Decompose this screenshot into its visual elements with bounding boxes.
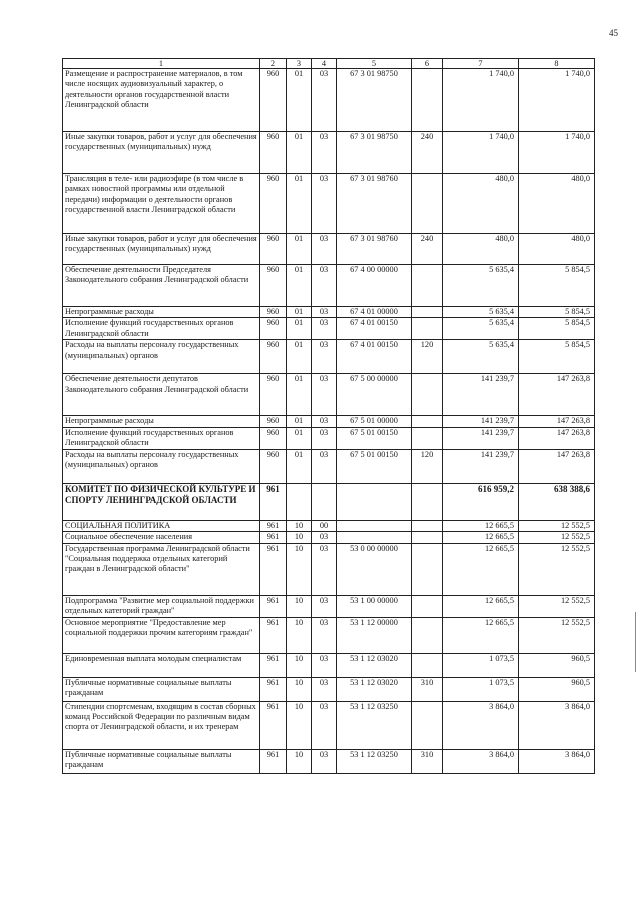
header-cell: 6	[412, 59, 443, 69]
table-row	[63, 653, 595, 677]
row-name: Социальное обеспечение населения	[63, 532, 260, 543]
row-name: Иные закупки товаров, работ и услуг для обеспечения государственных (муниципальных) нужд	[63, 234, 260, 265]
header-cell: 4	[312, 59, 337, 69]
cell-target-article	[337, 532, 412, 543]
header-cell: 2	[260, 59, 287, 69]
cell-admin-code: 960	[260, 374, 287, 416]
cell-section: 10	[287, 701, 312, 749]
row-name: Обеспечение деятельности Председателя Законодательного собрания Ленинградской области	[63, 265, 260, 307]
cell-section: 01	[287, 374, 312, 416]
cell-expense-type	[412, 318, 443, 340]
table-row	[63, 427, 595, 449]
cell-subsection: 03	[312, 653, 337, 677]
cell-target-article: 67 5 01 00150	[337, 427, 412, 449]
row-name: КОМИТЕТ ПО ФИЗИЧЕСКОЙ КУЛЬТУРЕ И СПОРТУ ЛЕНИНГРАДСКОЙ ОБЛАСТИ	[63, 483, 260, 520]
cell-amount-year1: 141 239,7	[443, 449, 519, 483]
cell-subsection: 03	[312, 374, 337, 416]
cell-admin-code: 961	[260, 543, 287, 595]
row-name: Обеспечение деятельности депутатов Законодательного собрания Ленинградской области	[63, 374, 260, 416]
cell-expense-type	[412, 265, 443, 307]
cell-subsection: 03	[312, 174, 337, 234]
cell-amount-year1: 12 665,5	[443, 543, 519, 595]
cell-amount-year2: 3 864,0	[519, 749, 595, 773]
cell-section: 01	[287, 234, 312, 265]
cell-amount-year1: 5 635,4	[443, 265, 519, 307]
cell-subsection: 00	[312, 520, 337, 531]
table-row	[63, 483, 595, 520]
cell-amount-year2: 1 740,0	[519, 132, 595, 174]
cell-admin-code: 960	[260, 427, 287, 449]
cell-amount-year1: 12 665,5	[443, 520, 519, 531]
cell-subsection: 03	[312, 307, 337, 318]
cell-target-article: 53 1 12 00000	[337, 617, 412, 653]
page-number: 45	[609, 28, 618, 38]
table-row	[63, 520, 595, 531]
cell-admin-code: 960	[260, 318, 287, 340]
row-name: Публичные нормативные социальные выплаты гражданам	[63, 677, 260, 701]
row-name: Основное мероприятие "Предоставление мер социальной поддержки прочим категориям граждан"	[63, 617, 260, 653]
cell-admin-code: 961	[260, 532, 287, 543]
cell-subsection: 03	[312, 749, 337, 773]
cell-admin-code: 960	[260, 132, 287, 174]
cell-target-article: 53 0 00 00000	[337, 543, 412, 595]
cell-admin-code: 961	[260, 520, 287, 531]
cell-admin-code: 961	[260, 653, 287, 677]
table-row	[63, 595, 595, 617]
cell-amount-year1: 3 864,0	[443, 701, 519, 749]
cell-subsection	[312, 483, 337, 520]
table-row	[63, 749, 595, 773]
cell-section: 10	[287, 677, 312, 701]
cell-expense-type	[412, 416, 443, 427]
table-row	[63, 416, 595, 427]
table-row	[63, 449, 595, 483]
header-cell: 1	[63, 59, 260, 69]
cell-expense-type	[412, 307, 443, 318]
cell-section: 01	[287, 427, 312, 449]
cell-expense-type: 240	[412, 132, 443, 174]
cell-section: 01	[287, 132, 312, 174]
table-row	[63, 132, 595, 174]
table-row	[63, 340, 595, 374]
cell-admin-code: 961	[260, 483, 287, 520]
cell-admin-code: 961	[260, 595, 287, 617]
cell-amount-year1: 3 864,0	[443, 749, 519, 773]
row-name: Стипендии спортсменам, входящим в состав сборных команд Российской Федерации по различным видам спорта от Ленинградской области, и их тренерам	[63, 701, 260, 749]
cell-amount-year2: 5 854,5	[519, 318, 595, 340]
cell-target-article: 67 4 01 00000	[337, 307, 412, 318]
cell-amount-year2: 12 552,5	[519, 595, 595, 617]
cell-expense-type	[412, 543, 443, 595]
cell-amount-year1: 480,0	[443, 174, 519, 234]
cell-subsection: 03	[312, 318, 337, 340]
cell-section: 01	[287, 340, 312, 374]
cell-expense-type	[412, 483, 443, 520]
cell-admin-code: 960	[260, 265, 287, 307]
cell-amount-year1: 5 635,4	[443, 340, 519, 374]
cell-target-article: 67 4 01 00150	[337, 318, 412, 340]
table-row	[63, 69, 595, 132]
cell-section: 10	[287, 520, 312, 531]
row-name: СОЦИАЛЬНАЯ ПОЛИТИКА	[63, 520, 260, 531]
row-name: Иные закупки товаров, работ и услуг для обеспечения государственных (муниципальных) нужд	[63, 132, 260, 174]
cell-target-article: 67 3 01 98750	[337, 132, 412, 174]
cell-amount-year2: 480,0	[519, 174, 595, 234]
cell-amount-year2: 147 263,8	[519, 449, 595, 483]
cell-admin-code: 961	[260, 749, 287, 773]
table-body	[63, 69, 595, 774]
cell-expense-type	[412, 520, 443, 531]
cell-target-article: 67 4 00 00000	[337, 265, 412, 307]
cell-amount-year1: 141 239,7	[443, 374, 519, 416]
cell-target-article: 67 3 01 98760	[337, 174, 412, 234]
cell-expense-type	[412, 427, 443, 449]
cell-expense-type	[412, 532, 443, 543]
row-name: Трансляция в теле- или радиоэфире (в том числе в рамках новостной программы или отдельной передачи) информации о деятельности органов государственной власти Ленинградской области	[63, 174, 260, 234]
cell-subsection: 03	[312, 617, 337, 653]
cell-target-article: 53 1 00 00000	[337, 595, 412, 617]
cell-subsection: 03	[312, 427, 337, 449]
cell-amount-year1: 480,0	[443, 234, 519, 265]
cell-target-article: 53 1 12 03250	[337, 749, 412, 773]
scan-edge-mark	[635, 612, 636, 672]
table-row	[63, 265, 595, 307]
cell-target-article: 53 1 12 03020	[337, 677, 412, 701]
cell-amount-year2: 1 740,0	[519, 69, 595, 132]
cell-amount-year2: 5 854,5	[519, 340, 595, 374]
cell-section: 01	[287, 265, 312, 307]
cell-subsection: 03	[312, 677, 337, 701]
cell-amount-year2: 147 263,8	[519, 416, 595, 427]
cell-amount-year1: 616 959,2	[443, 483, 519, 520]
cell-section: 01	[287, 416, 312, 427]
cell-target-article: 67 4 01 00150	[337, 340, 412, 374]
cell-amount-year2: 480,0	[519, 234, 595, 265]
cell-target-article: 53 1 12 03020	[337, 653, 412, 677]
cell-amount-year2: 12 552,5	[519, 520, 595, 531]
cell-expense-type	[412, 69, 443, 132]
table-row	[63, 307, 595, 318]
cell-admin-code: 960	[260, 416, 287, 427]
header-row	[63, 59, 595, 69]
table-row	[63, 374, 595, 416]
cell-admin-code: 960	[260, 234, 287, 265]
cell-subsection: 03	[312, 234, 337, 265]
header-cell: 5	[337, 59, 412, 69]
cell-section: 01	[287, 318, 312, 340]
row-name: Единовременная выплата молодым специалистам	[63, 653, 260, 677]
cell-subsection: 03	[312, 340, 337, 374]
row-name: Исполнение функций государственных органов Ленинградской области	[63, 427, 260, 449]
cell-amount-year1: 12 665,5	[443, 595, 519, 617]
cell-section: 10	[287, 617, 312, 653]
cell-section: 10	[287, 543, 312, 595]
table-row	[63, 617, 595, 653]
cell-target-article	[337, 520, 412, 531]
cell-amount-year1: 12 665,5	[443, 617, 519, 653]
cell-expense-type	[412, 174, 443, 234]
row-name: Непрограммные расходы	[63, 416, 260, 427]
cell-amount-year2: 147 263,8	[519, 374, 595, 416]
cell-amount-year1: 1 073,5	[443, 677, 519, 701]
cell-amount-year1: 141 239,7	[443, 416, 519, 427]
cell-expense-type: 310	[412, 677, 443, 701]
header-cell: 8	[519, 59, 595, 69]
cell-target-article: 67 5 00 00000	[337, 374, 412, 416]
cell-amount-year2: 12 552,5	[519, 617, 595, 653]
cell-amount-year1: 5 635,4	[443, 307, 519, 318]
table-row	[63, 318, 595, 340]
cell-subsection: 03	[312, 532, 337, 543]
row-name: Непрограммные расходы	[63, 307, 260, 318]
cell-expense-type: 120	[412, 449, 443, 483]
cell-subsection: 03	[312, 449, 337, 483]
cell-expense-type: 120	[412, 340, 443, 374]
table-row	[63, 234, 595, 265]
cell-expense-type	[412, 617, 443, 653]
cell-admin-code: 960	[260, 174, 287, 234]
cell-amount-year2: 960,5	[519, 653, 595, 677]
cell-amount-year2: 12 552,5	[519, 532, 595, 543]
cell-amount-year1: 141 239,7	[443, 427, 519, 449]
table-row	[63, 677, 595, 701]
cell-admin-code: 961	[260, 617, 287, 653]
cell-section: 10	[287, 595, 312, 617]
cell-section: 01	[287, 449, 312, 483]
table-row	[63, 174, 595, 234]
cell-subsection: 03	[312, 595, 337, 617]
cell-amount-year2: 5 854,5	[519, 307, 595, 318]
row-name: Подпрограмма "Развитие мер социальной поддержки отдельных категорий граждан"	[63, 595, 260, 617]
cell-amount-year1: 12 665,5	[443, 532, 519, 543]
cell-section: 01	[287, 307, 312, 318]
cell-section: 10	[287, 532, 312, 543]
cell-amount-year1: 5 635,4	[443, 318, 519, 340]
header-cell: 7	[443, 59, 519, 69]
budget-table	[62, 58, 595, 774]
table-row	[63, 701, 595, 749]
cell-expense-type	[412, 653, 443, 677]
cell-admin-code: 961	[260, 677, 287, 701]
cell-target-article: 67 3 01 98750	[337, 69, 412, 132]
cell-admin-code: 960	[260, 307, 287, 318]
cell-section: 01	[287, 69, 312, 132]
row-name: Расходы на выплаты персоналу государственных (муниципальных) органов	[63, 340, 260, 374]
cell-target-article: 67 3 01 98760	[337, 234, 412, 265]
cell-subsection: 03	[312, 132, 337, 174]
cell-expense-type: 310	[412, 749, 443, 773]
row-name: Размещение и распространение материалов, в том числе носящих аудиовизуальный характер, о деятельности органов государственной власти Ленинградской области	[63, 69, 260, 132]
cell-amount-year2: 638 388,6	[519, 483, 595, 520]
cell-expense-type: 240	[412, 234, 443, 265]
table-row	[63, 543, 595, 595]
row-name: Публичные нормативные социальные выплаты гражданам	[63, 749, 260, 773]
cell-admin-code: 960	[260, 340, 287, 374]
cell-subsection: 03	[312, 543, 337, 595]
cell-amount-year2: 5 854,5	[519, 265, 595, 307]
cell-admin-code: 960	[260, 69, 287, 132]
table-row	[63, 532, 595, 543]
row-name: Государственная программа Ленинградской области "Социальная поддержка отдельных категорий граждан в Ленинградской области"	[63, 543, 260, 595]
cell-subsection: 03	[312, 69, 337, 132]
cell-amount-year2: 960,5	[519, 677, 595, 701]
cell-section: 10	[287, 749, 312, 773]
cell-section	[287, 483, 312, 520]
cell-expense-type	[412, 595, 443, 617]
cell-admin-code: 961	[260, 701, 287, 749]
cell-amount-year2: 147 263,8	[519, 427, 595, 449]
cell-expense-type	[412, 701, 443, 749]
cell-target-article	[337, 483, 412, 520]
cell-expense-type	[412, 374, 443, 416]
cell-target-article: 67 5 01 00000	[337, 416, 412, 427]
cell-subsection: 03	[312, 701, 337, 749]
cell-amount-year1: 1 073,5	[443, 653, 519, 677]
header-cell: 3	[287, 59, 312, 69]
cell-amount-year2: 12 552,5	[519, 543, 595, 595]
row-name: Расходы на выплаты персоналу государственных (муниципальных) органов	[63, 449, 260, 483]
cell-amount-year1: 1 740,0	[443, 132, 519, 174]
cell-amount-year2: 3 864,0	[519, 701, 595, 749]
cell-section: 01	[287, 174, 312, 234]
cell-section: 10	[287, 653, 312, 677]
cell-amount-year1: 1 740,0	[443, 69, 519, 132]
row-name: Исполнение функций государственных органов Ленинградской области	[63, 318, 260, 340]
cell-target-article: 67 5 01 00150	[337, 449, 412, 483]
cell-subsection: 03	[312, 265, 337, 307]
cell-subsection: 03	[312, 416, 337, 427]
cell-target-article: 53 1 12 03250	[337, 701, 412, 749]
cell-admin-code: 960	[260, 449, 287, 483]
